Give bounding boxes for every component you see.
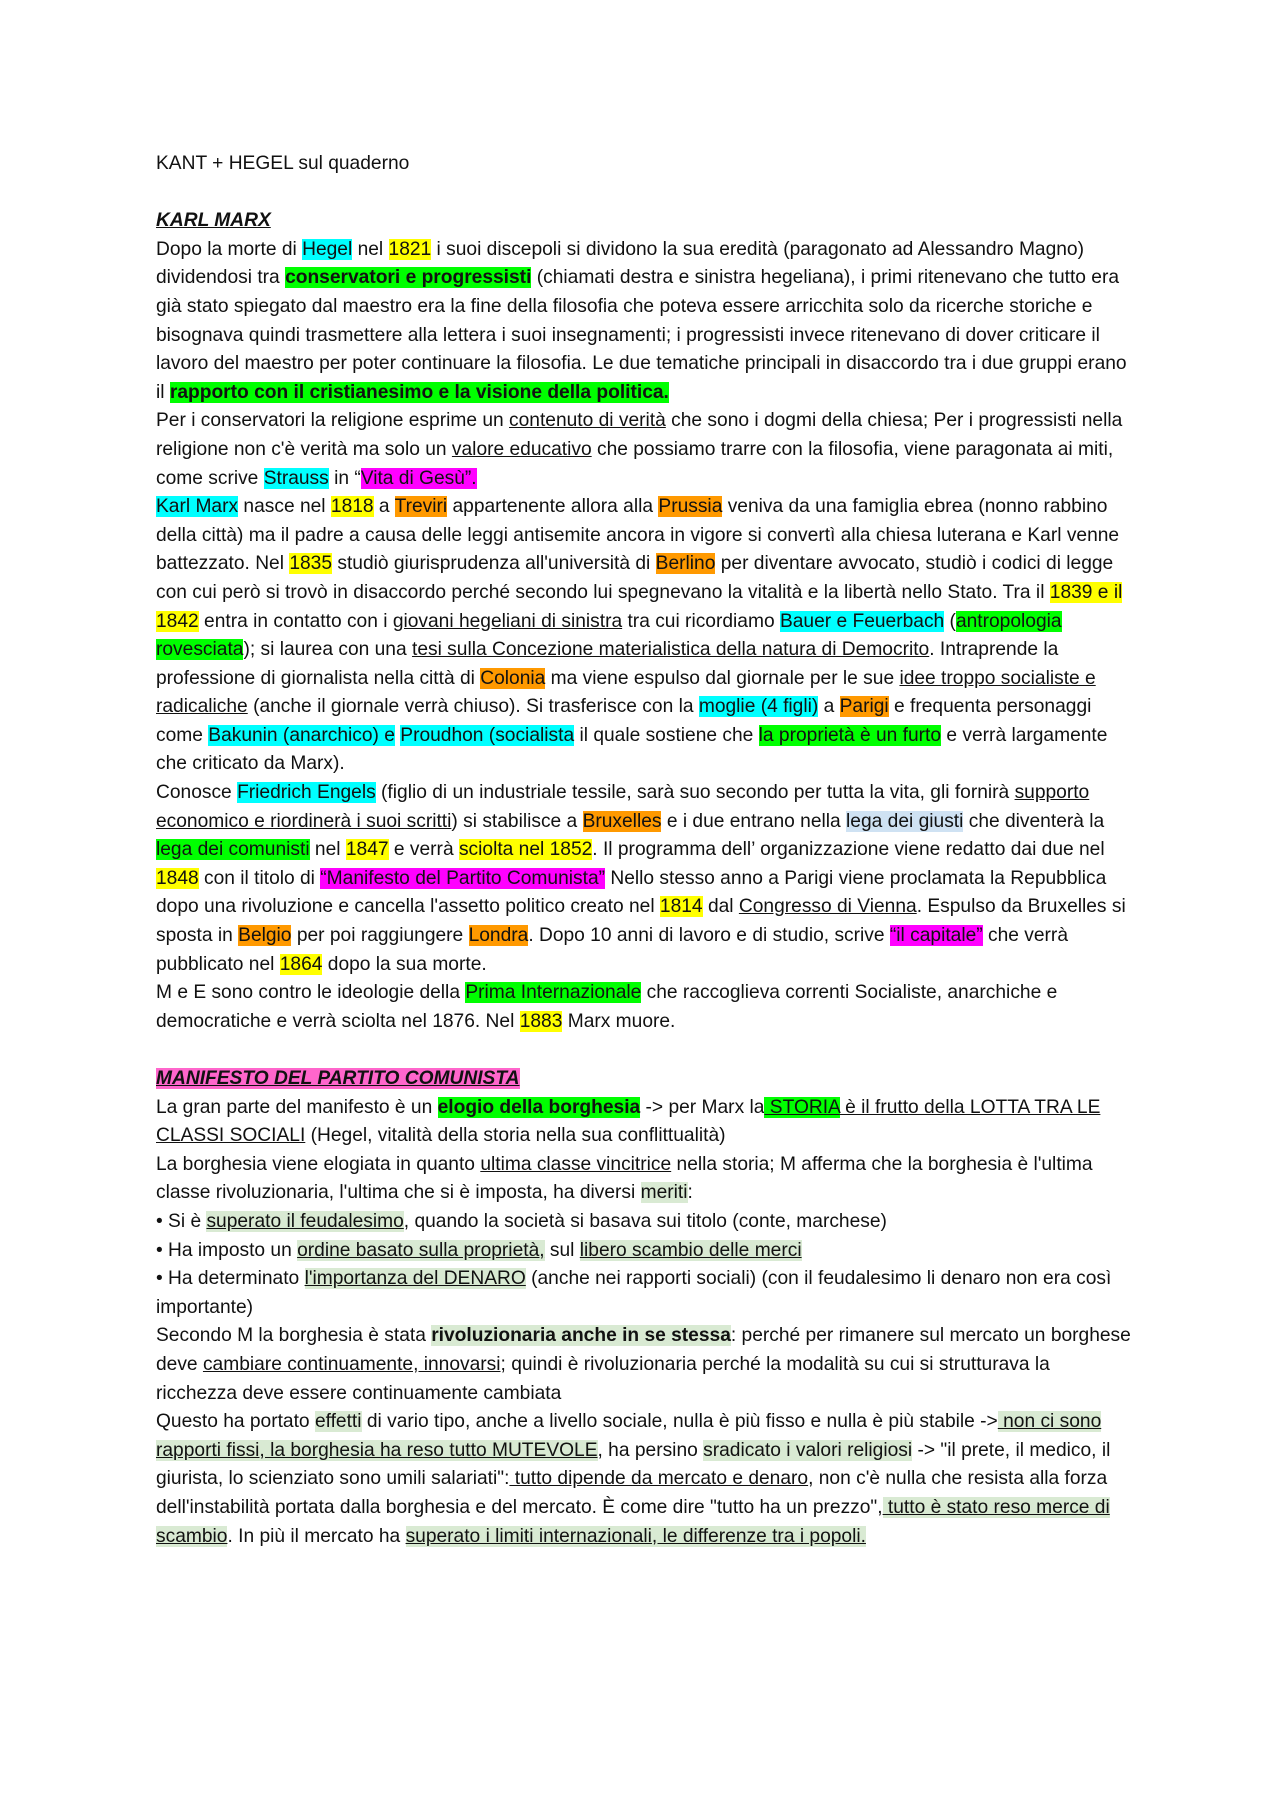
text-run: e verrà largamente che criticato da Marx). bbox=[156, 724, 1108, 775]
text-run: a bbox=[818, 696, 840, 718]
highlighted-text: elogio della bbox=[437, 1096, 549, 1118]
text-run: con il titolo di bbox=[198, 867, 321, 889]
manifesto-paragraph bbox=[156, 1237, 1136, 1266]
text-run: -> "il prete, il medico, il giurista, lo scienziato sono umili salariati": bbox=[156, 1439, 1111, 1490]
text-run: i suoi discepoli si dividono la sua eredità (paragonato ad Alessandro Magno) dividendosi tra bbox=[156, 238, 1084, 289]
highlighted-text: tutto è stato reso merce di scambio bbox=[156, 1496, 1110, 1547]
text-run: ( bbox=[944, 610, 956, 632]
text-run: tra cui ricordiamo bbox=[622, 610, 780, 632]
highlighted-text: 1818 bbox=[330, 496, 374, 518]
text-run: Secondo M la borghesia è stata bbox=[156, 1325, 432, 1347]
highlighted-text: STORIA bbox=[764, 1096, 840, 1118]
manifesto-paragraph bbox=[156, 1408, 1136, 1551]
text-run: che raccoglieva correnti Socialiste, anarchiche e democratiche e verrà sciolta nel 1876. Nel bbox=[156, 982, 1058, 1032]
highlighted-text: la proprietà è un furto bbox=[758, 724, 942, 746]
highlighted-text: Bauer e Feuerbach bbox=[779, 610, 945, 632]
highlighted-text: libero scambio delle merci bbox=[579, 1239, 802, 1261]
highlighted-text: Strauss bbox=[263, 467, 329, 489]
marx-paragraph bbox=[156, 779, 1136, 979]
marx-paragraph bbox=[156, 493, 1136, 779]
text-run: e i due entrano nella bbox=[661, 810, 847, 832]
text-run: che sono i dogmi della chiesa; Per i progressisti nella religione non c'è verità ma solo un bbox=[156, 410, 1123, 460]
highlighted-text: 1814 bbox=[659, 896, 703, 918]
text-run: che possiamo trarre con la filosofia, viene paragonata ai miti, come scrive bbox=[156, 438, 1114, 489]
text-run: -> per Marx la bbox=[640, 1096, 765, 1118]
highlighted-text: rivoluzionaria anche in se stessa bbox=[431, 1325, 731, 1347]
marx-paragraph bbox=[156, 236, 1136, 408]
manifesto-paragraph bbox=[156, 1265, 1136, 1322]
text-run: La borghesia viene elogiata in quanto bbox=[156, 1153, 481, 1175]
highlighted-text: superato il feudalesimo bbox=[206, 1210, 404, 1232]
manifesto-paragraph bbox=[156, 1322, 1136, 1408]
text-run: a bbox=[373, 496, 395, 518]
text-run: e verrà bbox=[388, 839, 459, 861]
highlighted-text: lega dei giusti bbox=[846, 810, 964, 832]
text-run: : perché per rimanere sul mercato un borghese deve bbox=[156, 1325, 1131, 1375]
text-run: il quale sostiene che bbox=[574, 724, 759, 746]
text-run: , ha persino bbox=[597, 1439, 704, 1461]
highlighted-text: tutto dipende da mercato e denaro bbox=[509, 1468, 809, 1490]
text-run: veniva da una famiglia ebrea (nonno rabbino della città) ma il padre a causa delle leggi antisemite ancora in vigore si convertì alla chiesa luterana e Karl venne battezzato. Nel bbox=[156, 496, 1120, 575]
text-run: (Hegel, vitalità della storia nella sua conflittualità) bbox=[305, 1125, 726, 1147]
highlighted-text: conservatori e progressisti bbox=[285, 267, 532, 289]
highlighted-text: 1835 bbox=[289, 553, 333, 575]
highlighted-text: 1848 bbox=[156, 867, 199, 889]
highlighted-text: effetti bbox=[314, 1411, 362, 1433]
text-run: nasce nel bbox=[238, 496, 331, 518]
spacer bbox=[156, 179, 1136, 208]
highlighted-text: giovani hegeliani di sinistra bbox=[392, 610, 623, 632]
text-run: nel bbox=[309, 839, 346, 861]
highlighted-text: 1839 e il 1842 bbox=[156, 581, 1123, 632]
text-run: • Si è bbox=[156, 1210, 207, 1232]
highlighted-text: “Manifesto del Partito Comunista” bbox=[320, 867, 606, 889]
highlighted-text: Colonia bbox=[480, 667, 546, 689]
text-run: sul bbox=[544, 1239, 580, 1261]
text-run: ); si laurea con una bbox=[243, 639, 412, 661]
text-run: ; quindi è rivoluzionaria perché la modalità su cui si strutturava la ricchezza deve essere continuamente cambiata bbox=[156, 1353, 1050, 1404]
highlighted-text: 1864 bbox=[279, 953, 323, 975]
text-run: entra in contatto con i bbox=[198, 610, 393, 632]
text-run: , non c'è nulla che resista alla forza dell'instabilità portata dalla borghesia e del mercato. È come dire "tutto ha un prezzo", bbox=[156, 1468, 1108, 1518]
spacer bbox=[156, 1036, 1136, 1065]
highlighted-text: Prussia bbox=[658, 496, 723, 518]
text-run: Per i conservatori la religione esprime un bbox=[156, 410, 510, 432]
text-run: in “ bbox=[328, 467, 361, 489]
text-run: M e E sono contro le ideologie della bbox=[156, 982, 466, 1004]
text-run: ) si stabilisce a bbox=[451, 810, 583, 832]
highlighted-text: sradicato i valori religiosi bbox=[703, 1439, 913, 1461]
highlighted-text: non ci sono rapporti fissi, la borghesia ha reso tutto MUTEVOLE bbox=[156, 1411, 1102, 1461]
text-run: appartenente allora alla bbox=[447, 496, 659, 518]
highlighted-text: sciolta nel 1852 bbox=[458, 839, 593, 861]
highlighted-text: 1883 bbox=[519, 1010, 563, 1032]
highlighted-text: 1847 bbox=[345, 839, 389, 861]
text-run: per diventare avvocato, studiò i codici di legge con cui però si trovò in disaccordo perché secondo lui spegnevano la vitalità e la libertà nello Stato. Tra il bbox=[156, 553, 1114, 603]
manifesto-paragraph bbox=[156, 1208, 1136, 1237]
highlighted-text: idee troppo socialiste e radicaliche bbox=[156, 667, 1096, 718]
marx-paragraph bbox=[156, 407, 1136, 493]
text-run: . Il programma dell’ organizzazione viene redatto dai due nel bbox=[592, 839, 1105, 861]
text-run: che diventerà la bbox=[963, 810, 1105, 832]
highlighted-text: antropologia rovesciata bbox=[156, 610, 1062, 661]
text-run: per poi raggiungere bbox=[291, 925, 469, 947]
highlighted-text: Londra bbox=[468, 925, 529, 947]
section-title-manifesto: MANIFESTO DEL PARTITO COMUNISTA bbox=[156, 1068, 520, 1089]
highlighted-text: meriti bbox=[640, 1182, 688, 1204]
document-page bbox=[156, 150, 1136, 1551]
text-run: ma viene espulso dal giornale per le sue bbox=[545, 667, 900, 689]
text-run: , quando la società si basava sui titolo (conte, marchese) bbox=[403, 1210, 887, 1232]
highlighted-text: rapporto con il cristianesimo e la visione della politica. bbox=[169, 381, 669, 403]
text-run: e frequenta personaggi come bbox=[156, 696, 1092, 746]
highlighted-text: Friedrich Engels bbox=[237, 782, 376, 804]
text-run: dal bbox=[702, 896, 739, 918]
manifesto-paragraph bbox=[156, 1094, 1136, 1151]
highlighted-text: borghesia bbox=[548, 1096, 641, 1118]
text-run: . Intraprende la professione di giornalista nella città di bbox=[156, 639, 1059, 689]
highlighted-text: Belgio bbox=[238, 925, 292, 947]
highlighted-text: valore educativo bbox=[451, 438, 592, 460]
highlighted-text: Vita di Gesù”. bbox=[360, 467, 477, 489]
text-run: • Ha determinato bbox=[156, 1268, 305, 1290]
highlighted-text: l'importanza del DENARO bbox=[304, 1268, 526, 1290]
highlighted-text: Proudhon (socialista bbox=[400, 724, 575, 746]
text-run: Conosce bbox=[156, 782, 238, 804]
highlighted-text: tesi sulla Concezione materialistica della natura di Democrito bbox=[411, 639, 930, 661]
highlighted-text: moglie (4 figli) bbox=[698, 696, 819, 718]
text-run: La gran parte del manifesto è un bbox=[156, 1096, 438, 1118]
highlighted-text: Berlino bbox=[655, 553, 716, 575]
text-run: di vario tipo, anche a livello sociale, nulla è più fisso e nulla è più stabile -> bbox=[361, 1411, 998, 1433]
text-run: studiò giurisprudenza all'università di bbox=[332, 553, 656, 575]
header-note: KANT + HEGEL sul quaderno bbox=[156, 153, 410, 174]
highlighted-text: Treviri bbox=[394, 496, 448, 518]
text-run: (figlio di un industriale tessile, sarà suo secondo per tutta la vita, gli fornirà bbox=[375, 782, 1015, 804]
text-run: Dopo la morte di bbox=[156, 238, 303, 260]
highlighted-text: 1821 bbox=[388, 238, 432, 260]
highlighted-text: Prima Internazionale bbox=[465, 982, 642, 1004]
text-run: che verrà pubblicato nel bbox=[156, 925, 1068, 975]
highlighted-text: Congresso di Vienna bbox=[738, 896, 917, 918]
highlighted-text: supporto economico e riordinerà i suoi scritti bbox=[156, 782, 1090, 832]
text-run: (anche il giornale verrà chiuso). Si trasferisce con la bbox=[247, 696, 699, 718]
highlighted-text: Bakunin (anarchico) e bbox=[208, 724, 395, 746]
text-run: . Espulso da Bruxelles si sposta in bbox=[156, 896, 1126, 947]
highlighted-text: ordine basato sulla proprietà, bbox=[297, 1239, 545, 1261]
highlighted-text: Bruxelles bbox=[582, 810, 662, 832]
text-run: Questo ha portato bbox=[156, 1411, 315, 1433]
highlighted-text: è il frutto della LOTTA TRA LE CLASSI SOCIALI bbox=[156, 1096, 1101, 1147]
karl-marx-body bbox=[156, 236, 1136, 1037]
highlighted-text: Karl Marx bbox=[156, 496, 239, 518]
text-run: : bbox=[687, 1182, 693, 1204]
highlighted-text: cambiare continuamente, innovarsi bbox=[202, 1353, 501, 1375]
highlighted-text: ultima classe vincitrice bbox=[480, 1153, 672, 1175]
text-run: Nello stesso anno a Parigi viene proclamata la Repubblica dopo una rivoluzione e cancella l'assetto politico creato nel bbox=[156, 867, 1107, 918]
marx-paragraph bbox=[156, 979, 1136, 1036]
text-run: (chiamati destra e sinistra hegeliana), i primi ritenevano che tutto era già stato spiegato dal maestro era la fine della filosofia che poteva essere arricchita solo da ricerche storiche e bisognava quindi trasmettere alla lettera i suoi insegnamenti; i progressisti invece ritenevano di dover criticare il lavoro del maestro per poter continuare la filosofia. Le due tematiche principali in disaccordo tra i due gruppi erano il bbox=[156, 267, 1127, 403]
highlighted-text: lega dei comunisti bbox=[156, 839, 310, 861]
text-run: . In più il mercato ha bbox=[227, 1525, 406, 1547]
text-run: Marx muore. bbox=[562, 1010, 676, 1032]
highlighted-text: contenuto di verità bbox=[509, 410, 666, 432]
text-run: dopo la sua morte. bbox=[322, 953, 487, 975]
highlighted-text: Parigi bbox=[839, 696, 889, 718]
text-run: (anche nei rapporti sociali) (con il feudalesimo li denaro non era così importante) bbox=[156, 1268, 1112, 1318]
highlighted-text: superato i limiti internazionali, le differenze tra i popoli. bbox=[405, 1525, 866, 1547]
highlighted-text: Hegel bbox=[302, 238, 353, 260]
text-run: nella storia; M afferma che la borghesia è l'ultima classe rivoluzionaria, l'ultima che si è imposta, ha diversi bbox=[156, 1153, 1093, 1204]
manifesto-paragraph bbox=[156, 1151, 1136, 1208]
text-run: . Dopo 10 anni di lavoro e di studio, scrive bbox=[528, 925, 890, 947]
text-run: nel bbox=[352, 238, 389, 260]
highlighted-text: “il capitale” bbox=[889, 925, 983, 947]
manifesto-body bbox=[156, 1094, 1136, 1552]
text-run: • Ha imposto un bbox=[156, 1239, 298, 1261]
section-title-karl-marx: KARL MARX bbox=[156, 210, 271, 232]
